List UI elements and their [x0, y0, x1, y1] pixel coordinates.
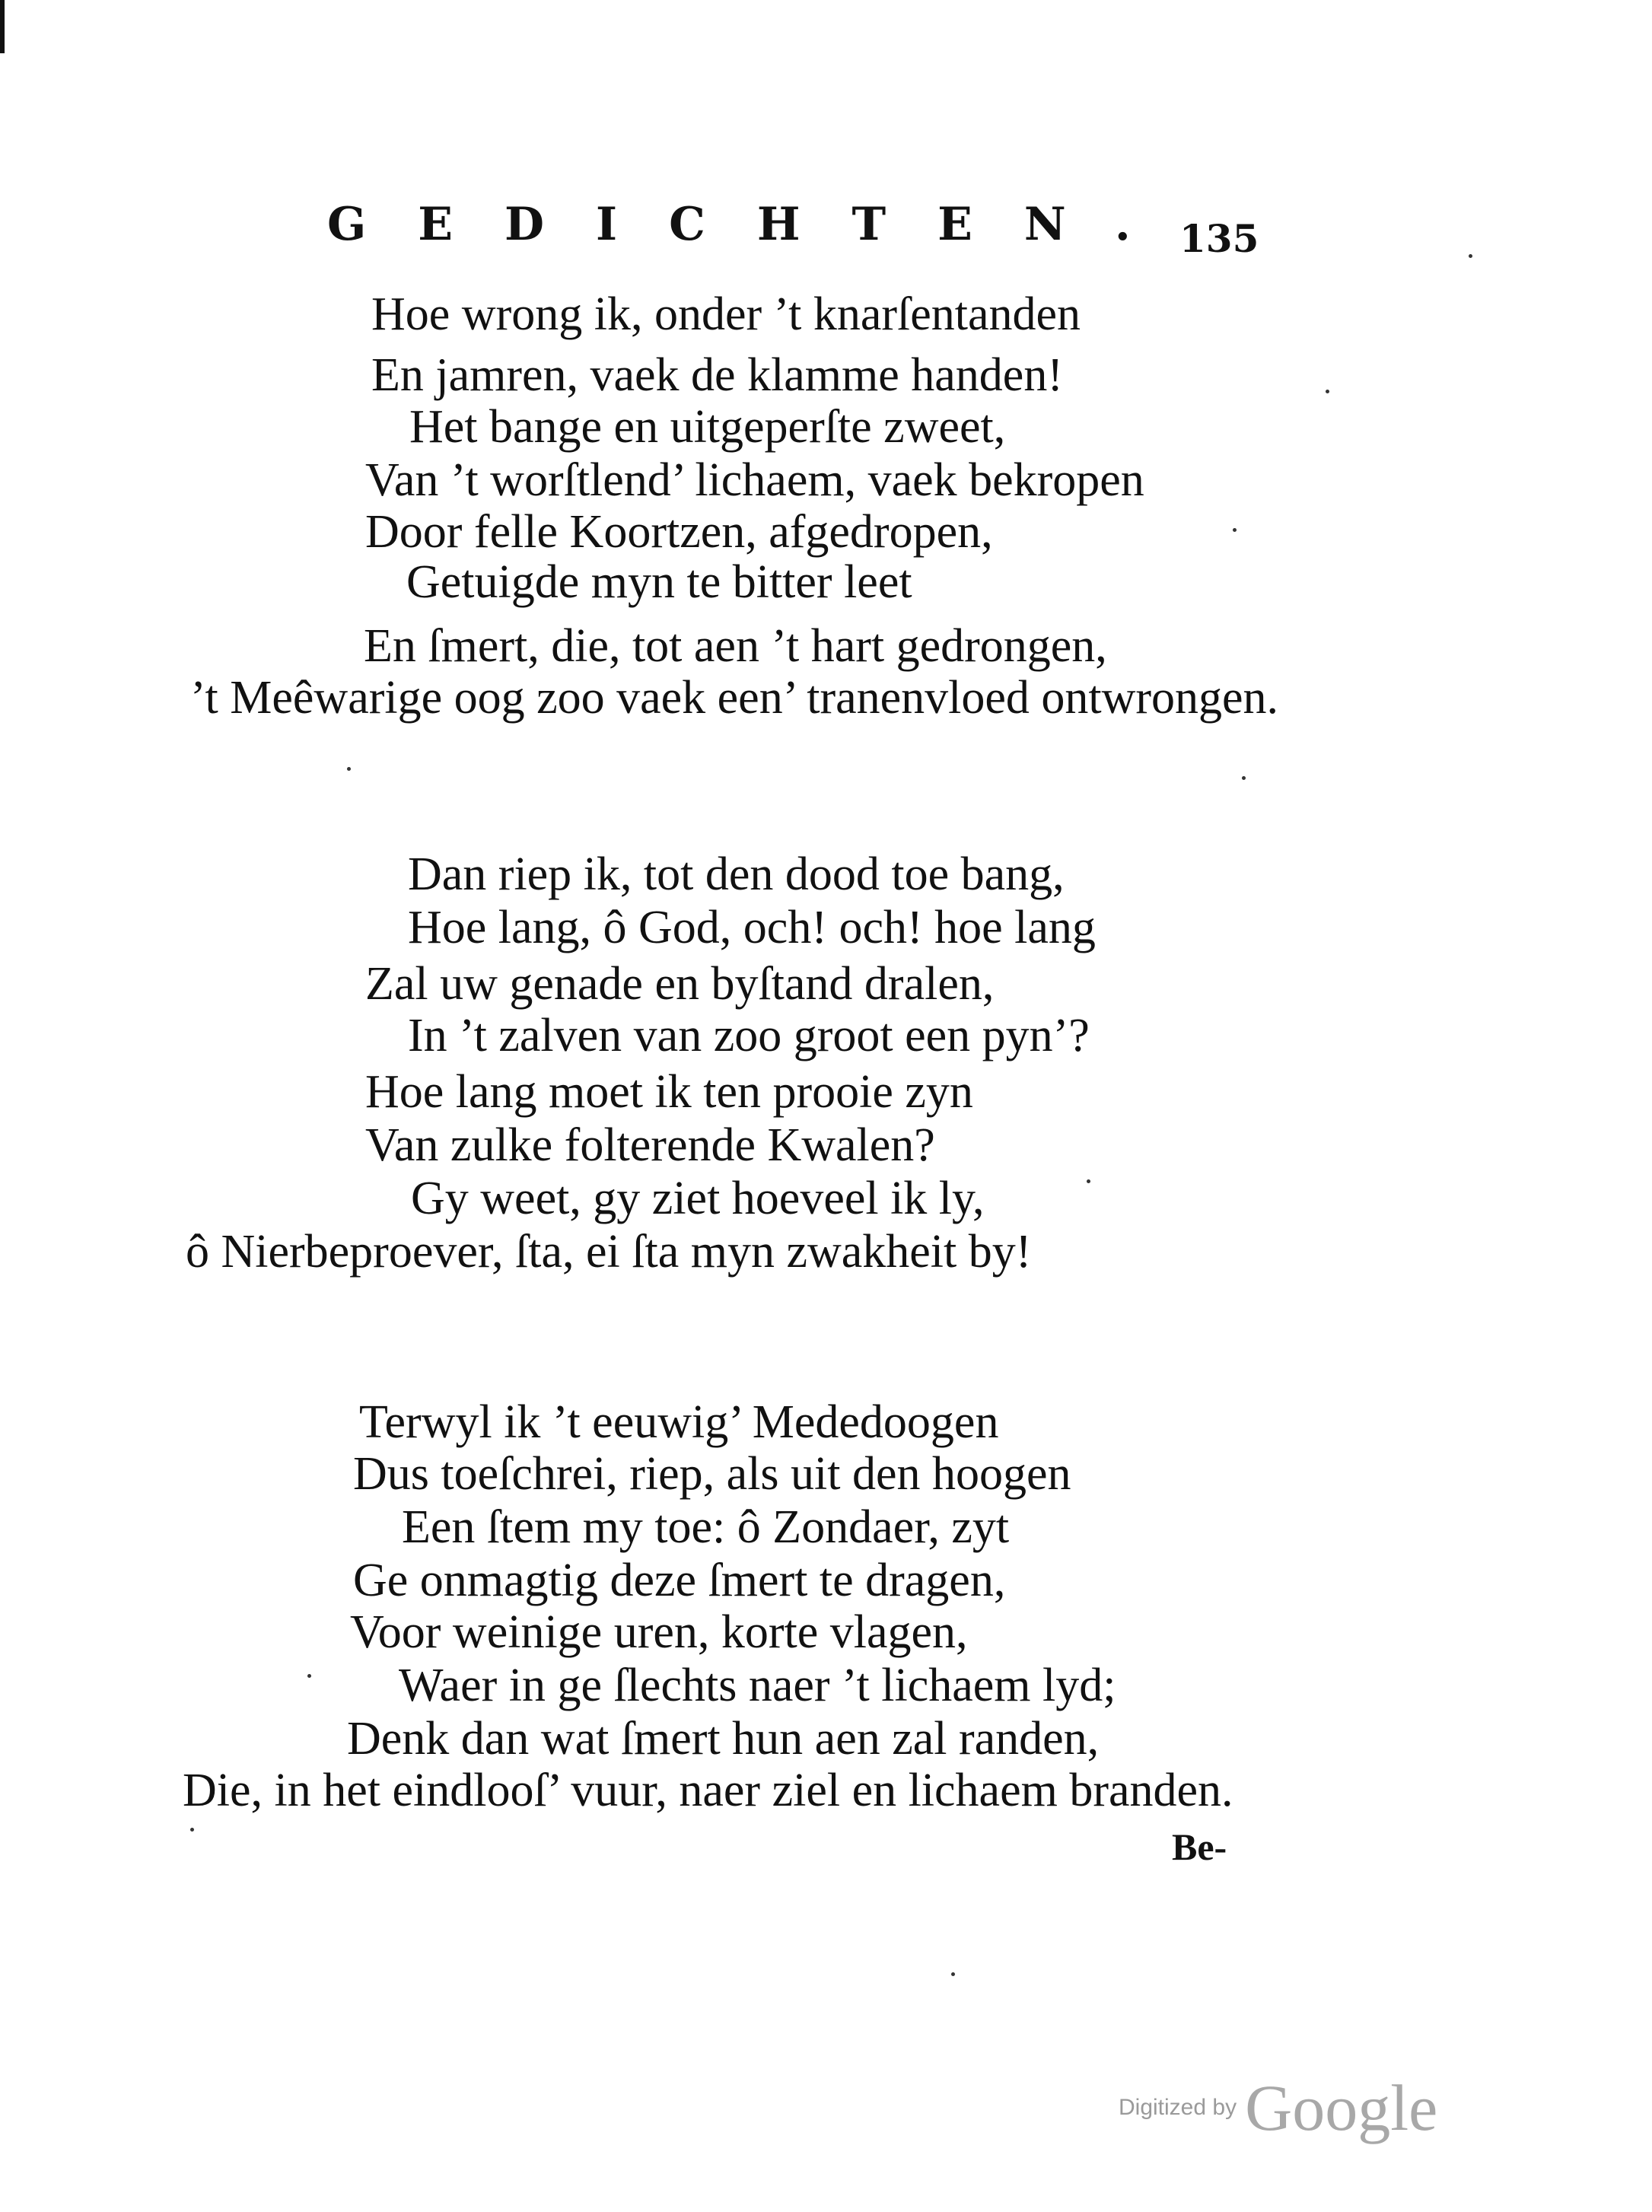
poem-line: Waer in ge ſlechts naer ’t lichaem lyd;: [399, 1660, 1116, 1711]
poem-line: Van ’t worſtlend’ lichaem, vaek bekropen: [365, 454, 1144, 506]
poem-line: Door felle Koortzen, afgedropen,: [365, 506, 993, 558]
scan-speck: [347, 767, 351, 771]
poem-line: Hoe lang, ô God, och! och! hoe lang: [408, 902, 1096, 953]
poem-line: Dan riep ik, tot den dood toe bang,: [408, 848, 1065, 900]
page-edge-mark: [0, 0, 5, 53]
poem-line: ô Nierbeproever, ſta, ei ſta myn zwakheit by!: [186, 1226, 1032, 1278]
poem-line: Ge onmagtig deze ſmert te dragen,: [353, 1555, 1006, 1606]
poem-line: Van zulke folterende Kwalen?: [365, 1119, 935, 1171]
page-header: [327, 183, 1259, 261]
poem-line: ’t Meêwarige oog zoo vaek een’ tranenvloed ontwrongen.: [190, 672, 1279, 724]
scan-speck: [1233, 528, 1237, 532]
scan-speck: [190, 1828, 194, 1832]
poem-line: Een ſtem my toe: ô Zondaer, zyt: [402, 1501, 1010, 1553]
poem-line: Zal uw genade en byſtand dralen,: [365, 958, 995, 1010]
scan-speck: [307, 1674, 311, 1678]
google-logo: Google: [1245, 2071, 1438, 2144]
poem-line: Terwyl ik ’t eeuwig’ Mededoogen: [359, 1396, 999, 1448]
digitized-watermark: [1119, 2070, 1437, 2146]
poem-line: Hoe wrong ik, onder ’t knarſentanden: [371, 288, 1081, 340]
scan-speck: [1326, 390, 1329, 393]
poem-line: Denk dan wat ſmert hun aen zal randen,: [347, 1713, 1100, 1765]
poem-line: Voor weinige uren, korte vlagen,: [350, 1606, 968, 1658]
poem-line: En jamren, vaek de klamme handen!: [371, 349, 1063, 401]
catchword: Be-: [1172, 1825, 1227, 1868]
poem-line: Hoe lang moet ik ten prooie zyn: [365, 1066, 973, 1118]
running-title: GEDICHTEN.: [327, 198, 1183, 251]
poem-line: Gy weet, gy ziet hoeveel ik ly,: [411, 1173, 985, 1224]
scan-speck: [951, 1972, 955, 1976]
poem-line: En ſmert, die, tot aen ’t hart gedrongen,: [364, 620, 1107, 672]
poem-line: Die, in het eindlooſ’ vuur, naer ziel en lichaem branden.: [183, 1765, 1233, 1816]
poem-line: Het bange en uitgeperſte zweet,: [409, 401, 1006, 453]
scan-speck: [1242, 776, 1246, 780]
poem-line: Dus toeſchrei, riep, als uit den hoogen: [353, 1448, 1071, 1500]
scan-speck: [1087, 1179, 1090, 1183]
watermark-prefix: Digitized by: [1119, 2095, 1237, 2120]
scan-speck: [1469, 254, 1472, 258]
poem-line: In ’t zalven van zoo groot een pyn’?: [408, 1010, 1090, 1061]
poem-line: Getuigde myn te bitter leet: [406, 556, 912, 608]
page-number: 135: [1179, 216, 1259, 261]
